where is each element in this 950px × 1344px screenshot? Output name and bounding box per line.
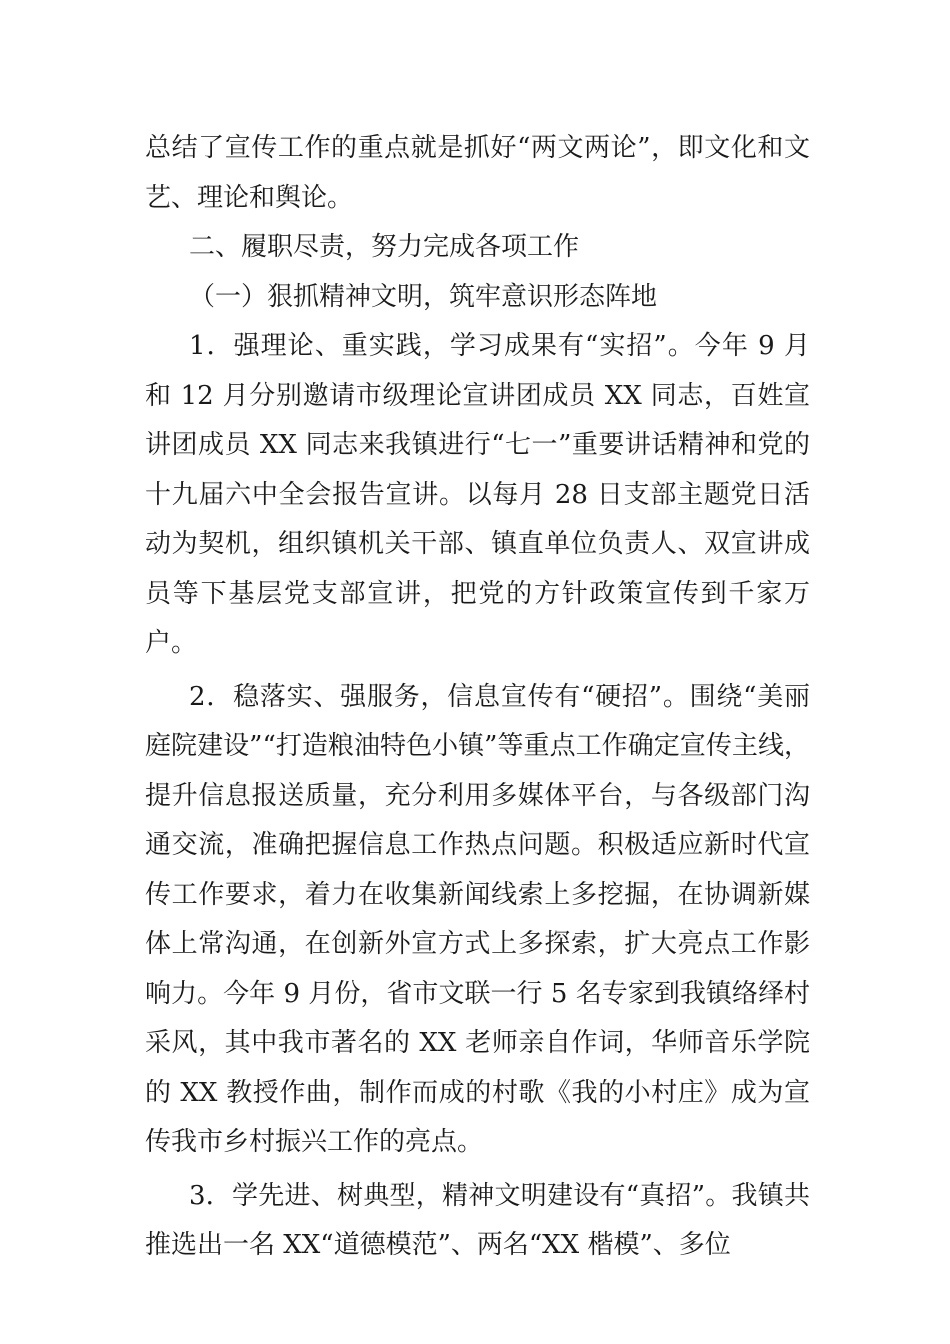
paragraph-item-2: 2．稳落实、强服务，信息宣传有“硬招”。围绕“美丽庭院建设”“打造粮油特色小镇”等重点工作确定宣传主线，提升信息报送质量，充分利用多媒体平台，与各级部门沟通交流，准确把握信息工作热点问题。积极适应新时代宣传工作要求，着力在收集新闻线索上多挖掘，在协调新媒体上常沟通，在创新外宣方式上多探索，扩大亮点工作影响力。今年 9 月份，省市文联一行 5 名专家到我镇络绎村采风，其中我市著名的 XX 老师亲自作词，华师音乐学院的 XX 教授作曲，制作而成的村歌《我的小村庄》成为宣传我市乡村振兴工作的亮点。 — [145, 681, 810, 1157]
paragraph-item-1: 1．强理论、重实践，学习成果有“实招”。今年 9 月和 12 月分别邀请市级理论宣讲团成员 XX 同志，百姓宣讲团成员 XX 同志来我镇进行“七一”重要讲话精神和党的十九届六中全会报告宣讲。以每月 28 日支部主题党日活动为契机，组织镇机关干部、镇直单位负责人、双宣讲成员等下基层党支部宣讲，把党的方针政策宣传到千家万户。 — [145, 331, 810, 658]
paragraph-continuation: 总结了宣传工作的重点就是抓好“两文两论”，即文化和文艺、理论和舆论。 — [145, 133, 810, 213]
subsection-heading: （一）狠抓精神文明，筑牢意识形态阵地 — [189, 281, 658, 312]
document-body — [145, 124, 810, 1271]
section-heading: 二、履职尽责，努力完成各项工作 — [189, 232, 580, 262]
paragraph-item-3: 3．学先进、树典型，精神文明建设有“真招”。我镇共推选出一名 XX“道德模范”、两名“XX 楷模”、多位 — [145, 1180, 810, 1260]
